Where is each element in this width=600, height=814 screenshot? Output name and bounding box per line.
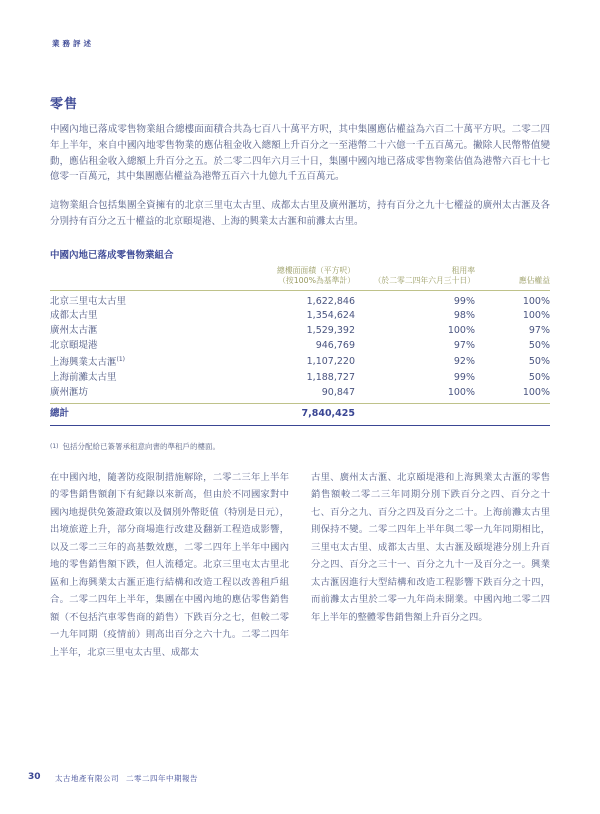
paragraph-portfolio-composition: 這物業組合包括集團全資擁有的北京三里屯太古里、成都太古里及廣州滙坊，持有百分之九十七權益的廣州太古滙及各分別持有百分之五十權益的北京頤堤港、上海的興業太古滙和前灘太古里。 [50,200,550,227]
property-gfa: 946,769 [315,339,355,351]
header-gfa-line1: 總樓面面積（平方呎） [277,265,355,275]
table-footnote [50,441,550,452]
header-property [50,266,230,291]
footer-report-title: 二零二四年中期報告 [126,774,198,783]
table-total-row [50,404,550,426]
property-gfa: 1,107,220 [306,355,355,367]
property-interest: 50% [528,355,550,367]
header-occupancy-line1: 租用率 [451,265,475,275]
table-row [50,290,550,309]
table-header-row [50,266,550,291]
property-name: 廣州太古滙 [50,324,98,336]
property-gfa: 90,847 [321,386,355,398]
text-column-right: 古里、廣州太古滙、北京頤堤港和上海興業太古滙的零售銷售額較二零二三年同期分別下跌百分之四、百分之十七、百分之九、百分之四及百分之二十。上海前灘太古里則保持不變。二零二四年上半年與二零一九年同期相比，三里屯太古里、成都太古里、太古滙及頤堤港分別上升百分之四、百分之三十一、百分之九十一及百分之一。興業太古滙因進行大型結構和改造工程影響下跌百分之十四，而前灘太古里於二零一九年尚未開業。中國內地二零二四年上半年的整體零售銷售額上升百分之四。 [311,471,550,623]
property-interest: 50% [528,339,550,351]
footnote-text: 包括分配給已簽署承租意向書的準租戶的樓面。 [62,441,220,451]
table-row [50,324,550,339]
property-occupancy: 99% [453,295,475,307]
property-name: 北京頤堤港 [50,339,98,351]
table-row [50,386,550,404]
footnote-marker: (1) [50,442,59,450]
two-column-text [50,469,550,662]
property-occupancy: 99% [453,371,475,383]
table-row [50,339,550,354]
property-occupancy: 97% [453,339,475,351]
property-interest: 50% [528,371,550,383]
text-column-left: 在中國內地，隨著防疫限制措施解除，二零二三年上半年的零售銷售額創下有紀錄以來新高，但由於不同國家對中國內地提供免簽證政策以及個別外幣貶值（特別是日元），出境旅遊上升，部分商場進行改建及翻新工程造成影響，以及二零二三年的高基數效應，二零二四年上半年中國內地的零售銷售額下跌，但人流穩定。北京三里屯太古里北區和上海興業太古滙正進行結構和改造工程以改善租戶組合。二零二四年上半年，集團在中國內地的應佔零售銷售額（不包括汽車零售商的銷售）下跌百分之七，但較二零一九年同期（疫情前）則高出百分之六十九。二零二四年上半年，北京三里屯太古里、成都太 [50,471,289,658]
property-interest: 100% [522,386,550,398]
footer-company: 太古地產有限公司 [55,774,119,783]
total-gfa: 7,840,425 [230,404,355,426]
total-label: 總計 [50,404,230,426]
total-interest-empty [475,404,550,426]
table-row [50,309,550,324]
table-row [50,371,550,386]
page-content [50,0,550,661]
page-number: 30 [28,772,41,782]
property-occupancy: 92% [453,355,475,367]
property-name: 成都太古里 [50,310,98,322]
header-interest: 應佔權益 [475,266,550,291]
property-name: 上海前灘太古里 [50,371,117,383]
footer-text [55,773,198,784]
property-interest: 97% [528,324,550,336]
table-title: 中國內地已落成零售物業組合 [50,249,174,261]
paragraph-portfolio-overview: 中國內地已落成零售物業組合總樓面面積合共為七百八十萬平方呎，其中集團應佔權益為六百二十萬平方呎。二零二四年上半年，來自中國內地零售物業的應佔租金收入總額上升百分之一至港幣二十六億一千五百萬元。撇除人民幣幣值變動，應佔租金收入總額上升百分之五。於二零二四年六月三十日，集團中國內地已落成零售物業估值為港幣六百七十七億零一百萬元，其中集團應佔權益為港幣五百六十九億九千五百萬元。 [50,124,550,183]
property-interest: 100% [522,295,550,307]
footnote-reference: (1) [116,356,126,364]
retail-portfolio-table [50,266,550,426]
property-name: 上海興業太古滙$^{(1)}$ [50,356,126,369]
property-gfa: 1,622,846 [306,295,355,307]
property-gfa: 1,529,392 [306,324,355,336]
property-gfa: 1,188,727 [306,371,355,383]
property-gfa: 1,354,624 [306,310,355,322]
property-occupancy: 100% [447,324,475,336]
header-occupancy [355,266,475,291]
property-occupancy: 100% [447,386,475,398]
table-row [50,353,550,371]
property-name: 北京三里屯太古里 [50,295,127,307]
total-occupancy-empty [355,404,475,426]
property-name: 廣州滙坊 [50,386,89,398]
header-gfa [230,266,355,291]
property-occupancy: 98% [453,310,475,322]
section-label: 業務評述 [52,39,94,48]
header-gfa-line2: （按100%為基準計） [278,276,355,286]
header-occupancy-line2: （於二零二四年六月三十日） [373,276,475,286]
property-interest: 100% [522,310,550,322]
page-title: 零售 [50,97,79,112]
